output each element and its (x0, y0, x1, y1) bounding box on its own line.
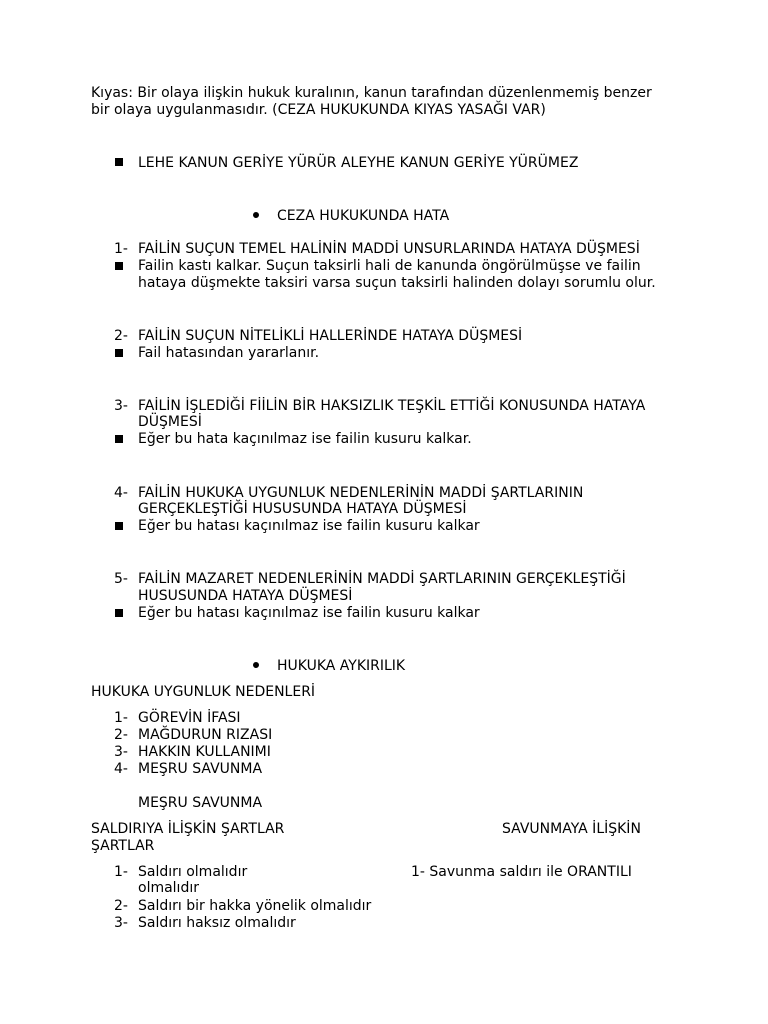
hata-item-5-title-line-1: FAİLİN MAZARET NEDENLERİNİN MADDİ ŞARTLARININ GERÇEKLEŞTİĞİ (138, 571, 626, 587)
hata-item-3-title-line-1: FAİLİN İŞLEDİĞİ FİİLİN BİR HAKSIZLIK TEŞKİL ETTİĞİ KONUSUNDA HATAYA (138, 398, 646, 414)
kiyas-line-1: Kıyas: Bir olaya ilişkin hukuk kuralının, kanun tarafından düzenlenmemiş benzer (91, 85, 652, 101)
hata-item-1-note-line-1: Failin kastı kalkar. Suçun taksirli hali de kanunda öngörülmüşse ve failin (138, 258, 641, 274)
saldiri-item-1-text: Saldırı olmalıdır (138, 864, 248, 880)
kiyas-paragraph (91, 85, 681, 119)
saldiri-item-1-number: 1- (114, 864, 128, 880)
savunma-sartlar-heading: SAVUNMAYA İLİŞKİN (502, 821, 641, 837)
uygunluk-item-3-number: 3- (114, 744, 128, 760)
saldiri-sartlar-heading: SALDIRIYA İLİŞKİN ŞARTLAR (91, 821, 285, 837)
lehe-kanun-text: LEHE KANUN GERİYE YÜRÜR ALEYHE KANUN GERİYE YÜRÜMEZ (138, 155, 579, 171)
uygunluk-item-4-text: MEŞRU SAVUNMA (138, 761, 263, 777)
hata-item-3-title-line-2: DÜŞMESİ (138, 414, 202, 430)
section-heading-aykirilik: HUKUKA AYKIRILIK (277, 658, 406, 674)
hata-item-1-title: FAİLİN SUÇUN TEMEL HALİNİN MADDİ UNSURLARINDA HATAYA DÜŞMESİ (138, 241, 640, 257)
hata-item-2-title: FAİLİN SUÇUN NİTELİKLİ HALLERİNDE HATAYA DÜŞMESİ (138, 328, 523, 344)
hata-item-4-title-line-2: GERÇEKLEŞTİĞİ HUSUSUNDA HATAYA DÜŞMESİ (138, 501, 467, 517)
square-bullet-icon (115, 522, 123, 530)
section-heading-hata: CEZA HUKUKUNDA HATA (277, 208, 450, 224)
uygunluk-item-2-number: 2- (114, 727, 128, 743)
square-bullet-icon (115, 158, 123, 166)
hata-item-2-note: Fail hatasından yararlanır. (138, 345, 320, 361)
hata-item-5-note: Eğer bu hatası kaçınılmaz ise failin kusuru kalkar (138, 605, 480, 621)
square-bullet-icon (115, 262, 123, 270)
square-bullet-icon (115, 435, 123, 443)
saldiri-item-3-number: 3- (114, 915, 128, 931)
hata-item-5-number: 5- (114, 571, 128, 587)
uygunluk-item-2-text: MAĞDURUN RIZASI (138, 727, 273, 743)
uygunluk-item-3-text: HAKKIN KULLANIMI (138, 744, 271, 760)
hata-item-5-title-line-2: HUSUSUNDA HATAYA DÜŞMESİ (138, 588, 353, 604)
square-bullet-icon (115, 349, 123, 357)
hata-item-1-note-line-2: hataya düşmekte taksiri varsa suçun taksirli halinden dolayı sorumlu olur. (138, 275, 656, 291)
uygunluk-item-1-number: 1- (114, 710, 128, 726)
uygunluk-item-4-number: 4- (114, 761, 128, 777)
savunma-item-1-text: 1- Savunma saldırı ile ORANTILI (411, 864, 632, 880)
hata-item-4-number: 4- (114, 485, 128, 501)
hata-item-1-number: 1- (114, 241, 128, 257)
hata-item-4-note: Eğer bu hatası kaçınılmaz ise failin kusuru kalkar (138, 518, 480, 534)
hata-item-2-number: 2- (114, 328, 128, 344)
uygunluk-item-1-text: GÖREVİN İFASI (138, 710, 241, 726)
saldiri-item-3-text: Saldırı haksız olmalıdır (138, 915, 296, 931)
savunma-item-1-continuation: olmalıdır (138, 880, 199, 896)
uygunluk-heading: HUKUKA UYGUNLUK NEDENLERİ (91, 684, 316, 700)
hata-item-3-note: Eğer bu hata kaçınılmaz ise failin kusuru kalkar. (138, 431, 472, 447)
round-bullet-icon (253, 662, 259, 668)
hata-item-3-number: 3- (114, 398, 128, 414)
savunma-sartlar-heading-cont: ŞARTLAR (91, 838, 155, 854)
saldiri-item-2-text: Saldırı bir hakka yönelik olmalıdır (138, 898, 372, 914)
square-bullet-icon (115, 609, 123, 617)
saldiri-item-2-number: 2- (114, 898, 128, 914)
hata-item-4-title-line-1: FAİLİN HUKUKA UYGUNLUK NEDENLERİNİN MADDİ ŞARTLARININ (138, 485, 584, 501)
round-bullet-icon (253, 212, 259, 218)
mesru-savunma-heading: MEŞRU SAVUNMA (138, 795, 263, 811)
kiyas-line-2: bir olaya uygulanmasıdır. (CEZA HUKUKUNDA KIYAS YASAĞI VAR) (91, 102, 546, 118)
